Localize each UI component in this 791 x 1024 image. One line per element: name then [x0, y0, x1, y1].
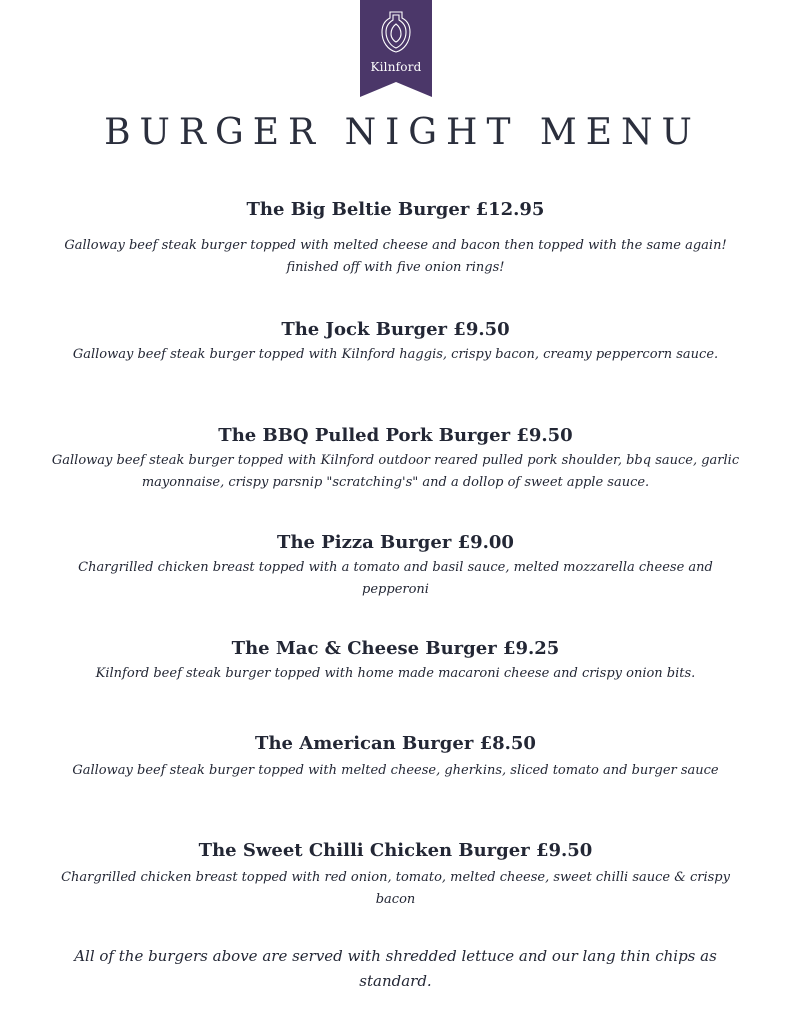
- menu-item: [40, 198, 751, 279]
- brand-name: Kilnford: [370, 60, 422, 74]
- menu-footnote: All of the burgers above are served with shredded lettuce and our lang thin chips as standard.: [74, 947, 717, 990]
- menu-item-description: Chargrilled chicken breast topped with red onion, tomato, melted cheese, sweet chilli sauce & crispy bacon: [61, 870, 730, 907]
- menu-item: [40, 424, 751, 494]
- menu-item-description: Galloway beef steak burger topped with Kilnford outdoor reared pulled pork shoulder, bbq sauce, garlic mayonnaise, crispy parsnip "scratching's" and a dollop of sweet apple sauce.: [51, 453, 740, 490]
- menu-item-description: Chargrilled chicken breast topped with a tomato and basil sauce, melted mozzarella cheese and pepperoni: [78, 560, 713, 597]
- menu-item: [40, 637, 751, 685]
- menu-item-name: The Sweet Chilli Chicken Burger £9.50: [198, 840, 593, 861]
- menu-item-name: The Big Beltie Burger £12.95: [246, 199, 545, 220]
- menu-item-description: Kilnford beef steak burger topped with home made macaroni cheese and crispy onion bits.: [95, 666, 696, 681]
- menu-item: [40, 531, 751, 601]
- menu-item-description: Galloway beef steak burger topped with melted cheese and bacon then topped with the same again! finished off with five onion rings!: [64, 238, 727, 275]
- logo-ribbon: [360, 0, 432, 97]
- menu-item: [40, 318, 751, 366]
- page-title: BURGER NIGHT MENU: [104, 112, 701, 153]
- kilnford-logo: [360, 0, 432, 97]
- menu-item-name: The BBQ Pulled Pork Burger £9.50: [218, 425, 573, 446]
- menu-item-name: The American Burger £8.50: [255, 733, 536, 754]
- menu-item: [40, 839, 751, 911]
- menu-item-name: The Mac & Cheese Burger £9.25: [231, 638, 560, 659]
- menu-item-name: The Pizza Burger £9.00: [277, 532, 514, 553]
- menu-item-description: Galloway beef steak burger topped with melted cheese, gherkins, sliced tomato and burger sauce: [72, 763, 719, 778]
- menu-item-description: Galloway beef steak burger topped with Kilnford haggis, crispy bacon, creamy peppercorn sauce.: [72, 347, 719, 362]
- menu-item: [40, 732, 751, 782]
- menu-item-name: The Jock Burger £9.50: [281, 319, 510, 340]
